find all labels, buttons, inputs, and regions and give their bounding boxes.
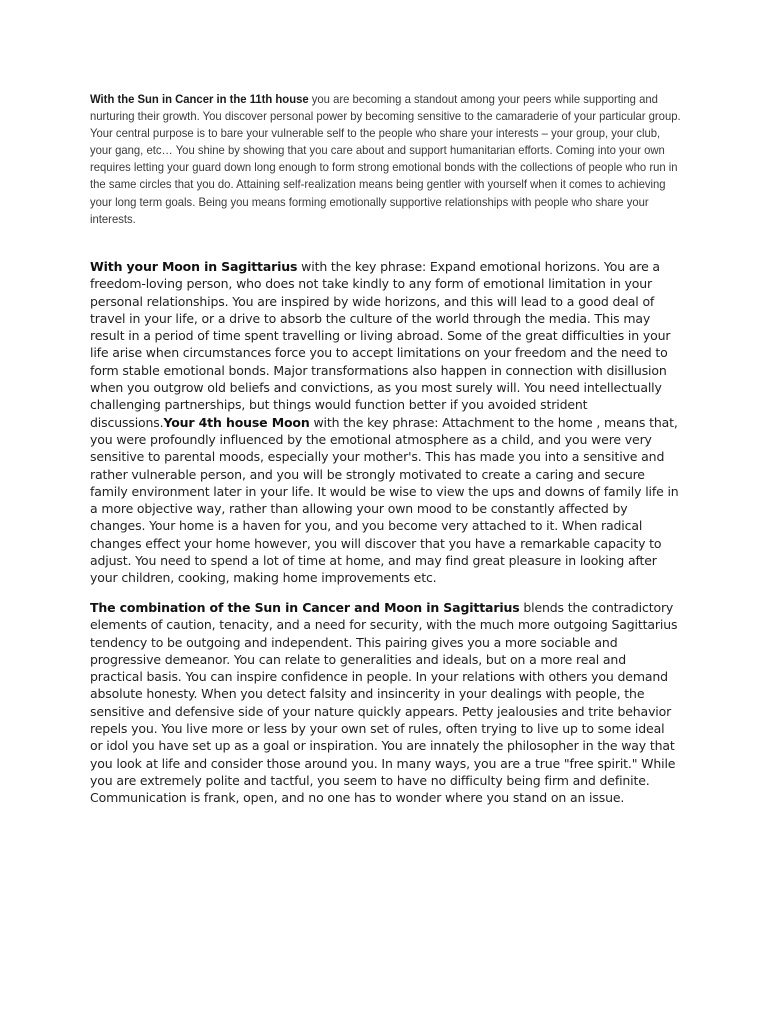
moon-house-text: with the key phrase: Attachment to the home , means that, you were profoundly influenced by the emotional atmosphere as a child, and you were very sensitive to parental moods, especially your mother's. This has made you into a sensitive and rather vulnerable person, and you will be strongly motivated to create a caring and secure family environment later in your life. It would be wise to view the ups and downs of family life in a more objective way, rather than allowing your own mood to be constantly affected by changes. Your home is a haven for you, and you become very attached to it. When radical changes effect your home however, you will discover that you have a remarkable capacity to adjust. You need to spend a lot of time at home, and may find great pleasure in looking after your children, cooking, making home improvements etc. bbox=[90, 414, 679, 586]
moon-house-heading: Your 4th house Moon bbox=[163, 414, 310, 430]
sun-in-house-paragraph bbox=[90, 91, 684, 228]
moon-paragraph bbox=[90, 258, 680, 587]
combination-heading: The combination of the Sun in Cancer and Moon in Sagittarius bbox=[90, 600, 520, 615]
combination-text: blends the contradictory elements of caution, tenacity, and a need for security, with the much more outgoing Sagittarius tendency to be outgoing and independent. This pairing gives you a more sociable and progressive demeanor. You can relate to generalities and ideals, but on a more real and practical basis. You can inspire confidence in people. In your relations with others you demand absolute honesty. When you detect falsity and insincerity in your dealings with people, the sensitive and defensive side of your nature quickly appears. Petty jealousies and trite behavior repels you. You live more or less by your own set of rules, often trying to live up to some ideal or idol you have set up as a goal or inspiration. You are innately the philosopher in the way that you look at life and consider those around you. In many ways, you are a true "free spirit." While you are extremely polite and tactful, you seem to have no difficulty being firm and definite. Communication is frank, open, and no one has to wonder where you stand on an issue. bbox=[90, 600, 678, 806]
moon-sign-heading: With your Moon in Sagittarius bbox=[90, 259, 298, 274]
combination-paragraph bbox=[90, 599, 680, 807]
moon-sign-text: with the key phrase: Expand emotional horizons. You are a freedom-loving person, who does not take kindly to any form of emotional limitation in your personal relationships. You are inspired by wide horizons, and this will lead to a good deal of travel in your life, or a drive to absorb the culture of the world through the media. This may result in a period of time spent travelling or living abroad. Some of the great difficulties in your life arise when circumstances force you to accept limitations on your freedom and the need to form stable emotional bonds. Major transformations also happen in connection with disillusion when you outgrow old beliefs and convictions, as you most surely will. You need intellectually challenging partnerships, but things would function better if you avoided strident discussions. bbox=[90, 259, 671, 430]
sun-in-house-heading: With the Sun in Cancer in the 11th house bbox=[90, 92, 309, 106]
sun-in-house-text: you are becoming a standout among your peers while supporting and nurturing their growth. You discover personal power by becoming sensitive to the camaraderie of your particular group. Your central purpose is to bare your vulnerable self to the people who share your interests – your group, your club, your gang, etc… You shine by showing that you care about and support humanitarian efforts. Coming into your own requires letting your guard down long enough to form strong emotional bonds with the collections of people who run in the same circles that you do. Attaining self-realization means being gentler with yourself when it comes to achieving your long term goals. Being you means forming emotionally supportive relationships with people who share your interests. bbox=[90, 92, 681, 226]
